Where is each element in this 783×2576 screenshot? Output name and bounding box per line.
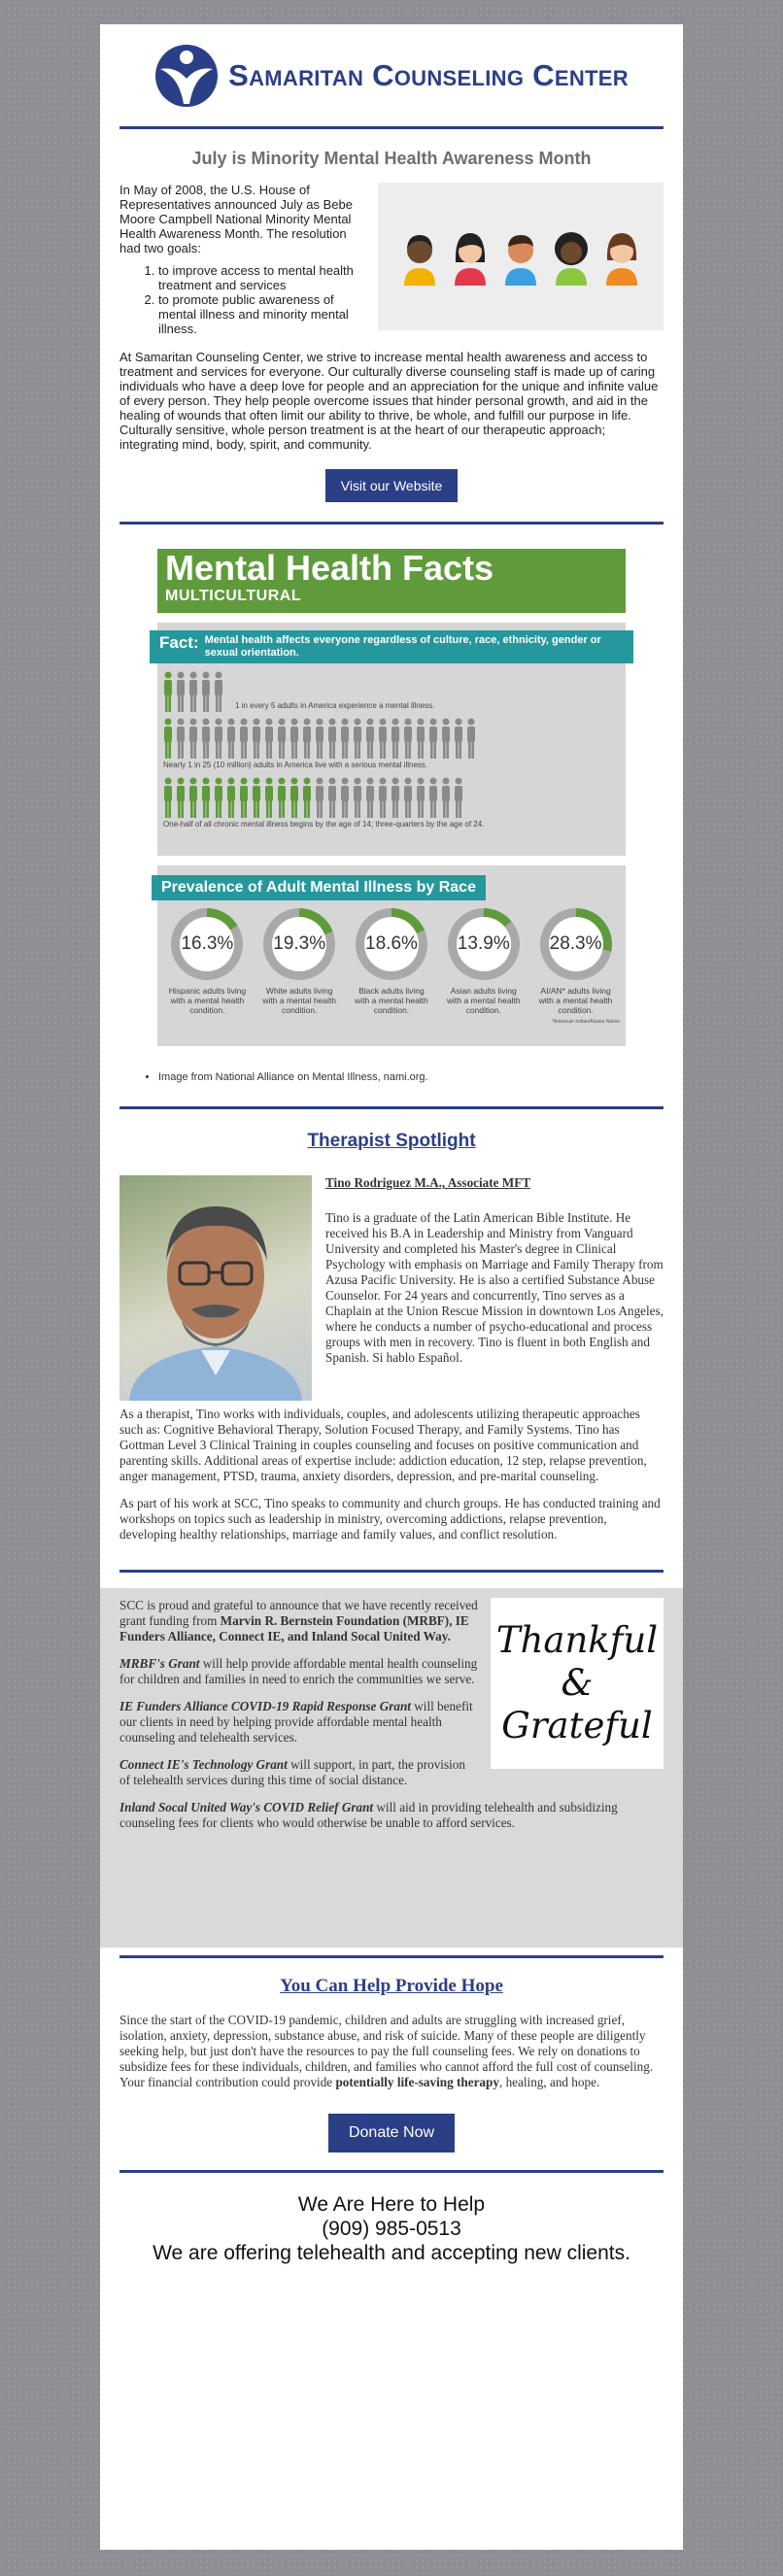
- person-icon: [201, 671, 211, 712]
- help-body: Since the start of the COVID-19 pandemic, children and adults are struggling with increased grief, isolation, anxiety, depression, substance abuse, and risk of suicide. Many of these people are diligently seeking help, but just don't have the resources to pay the full counseling fees. We rely on donations to subsidize fees for these individuals, children, and families who cannot afford the full cost of counseling. Your financial contribution could provide: [119, 2013, 654, 2089]
- person-icon: [176, 718, 186, 759]
- footer-tagline: We Are Here to Help: [297, 2193, 486, 2216]
- facts-section: [119, 549, 664, 1083]
- stat-1: 1 in every 5 adults in America experience a mental illness.: [235, 701, 435, 710]
- person-icon: [365, 777, 375, 818]
- people-row: [157, 671, 229, 712]
- prevalence-panel: [157, 865, 626, 1046]
- person-icon: [378, 777, 388, 818]
- facts-banner: [157, 549, 626, 613]
- visit-website-button[interactable]: Visit our Website: [325, 469, 458, 502]
- person-icon: [327, 777, 337, 818]
- facts-subtitle: MULTICULTURAL: [165, 588, 302, 604]
- thankful-grateful-graphic: [491, 1598, 664, 1769]
- grants-section: [100, 1588, 683, 1948]
- person-icon: [226, 777, 236, 818]
- footer-note: We are offering telehealth and accepting new clients.: [153, 2242, 630, 2264]
- prevalence-value: 13.9%: [457, 917, 511, 971]
- person-icon: [391, 777, 400, 818]
- grants-funders: Marvin R. Bernstein Foundation (MRBF), IE Funders Alliance, Connect IE, and Inland Socal United Way.: [119, 1613, 469, 1644]
- divider: [119, 2170, 664, 2173]
- help-title[interactable]: You Can Help Provide Hope: [280, 1976, 503, 1996]
- help-end: , healing, and hope.: [498, 2075, 600, 2089]
- thank-line-2: &: [561, 1662, 594, 1704]
- person-icon: [163, 671, 173, 712]
- person-icon: [239, 777, 249, 818]
- person-icon: [201, 718, 211, 759]
- person-icon: [403, 777, 413, 818]
- person-icon: [302, 718, 312, 759]
- person-icon: [163, 777, 173, 818]
- therapist-photo: [119, 1175, 312, 1401]
- divider: [119, 522, 664, 525]
- person-avatar-icon: [449, 227, 492, 286]
- person-icon: [214, 777, 223, 818]
- person-icon: [340, 777, 350, 818]
- divider: [119, 1570, 664, 1573]
- prevalence-value: 19.3%: [272, 917, 326, 971]
- person-icon: [353, 777, 362, 818]
- person-icon: [353, 718, 362, 759]
- bio-paragraph-2: As a therapist, Tino works with individuals, couples, and adolescents utilizing therapeutic approaches such as: Cognitive Behavioral Therapy, Solution Focused Therapy, and Family Systems. Tino has Gottman Level 3 Clinical Training in couples counseling and focuses on positive communication and parenting skills. Additional areas of expertise include: addiction education, 12 step, relapse prevention, anger management, PTSD, trauma, anxiety disorders, depression, and pre-marital counseling.: [119, 1407, 647, 1483]
- person-icon: [188, 777, 198, 818]
- prevalence-value: 16.3%: [180, 917, 234, 971]
- prevalence-circles: [157, 900, 626, 1019]
- person-icon: [226, 718, 236, 759]
- person-icon: [176, 671, 186, 712]
- person-icon: [428, 718, 438, 759]
- prevalence-label: Black adults living with a mental health condition.: [355, 986, 428, 1015]
- donate-now-button[interactable]: Donate Now: [328, 2114, 455, 2152]
- help-section: [119, 1976, 664, 2152]
- therapist-portrait-icon: [119, 1175, 312, 1401]
- person-icon: [201, 777, 211, 818]
- mental-health-facts-infographic: [157, 549, 626, 1046]
- person-avatar-icon: [499, 227, 542, 286]
- grant-title: Connect IE's Technology Grant: [119, 1757, 288, 1772]
- person-icon: [188, 671, 198, 712]
- goals-list: [119, 263, 366, 336]
- person-icon: [252, 777, 261, 818]
- spotlight-title[interactable]: Therapist Spotlight: [307, 1131, 476, 1151]
- person-icon: [454, 718, 463, 759]
- person-icon: [416, 777, 426, 818]
- awareness-section: [119, 149, 664, 502]
- person-icon: [391, 718, 400, 759]
- grant-text: will benefit our clients in need by helping provide affordable mental health counseling and telehealth services.: [119, 1699, 473, 1745]
- prevalence-ring: [356, 908, 427, 980]
- therapist-name: Tino Rodriguez M.A., Associate MFT: [325, 1175, 531, 1190]
- prevalence-label: Asian adults living with a mental health condition.: [446, 986, 521, 1015]
- divider: [119, 126, 664, 129]
- newsletter: [100, 24, 683, 2550]
- help-text: [119, 2013, 664, 2090]
- person-icon: [277, 777, 287, 818]
- person-icon: [340, 718, 350, 759]
- grant-title: MRBF's Grant: [119, 1656, 200, 1671]
- prevalence-ring: [171, 908, 243, 980]
- grant-item: [119, 1800, 664, 1831]
- person-avatar-icon: [398, 227, 441, 286]
- person-icon: [315, 777, 324, 818]
- person-icon: [239, 718, 249, 759]
- grant-text: will aid in providing telehealth and subsidizing counseling fees for clients who would otherwise be unable to afford services.: [119, 1800, 618, 1830]
- person-icon: [289, 777, 299, 818]
- prevalence-ring: [263, 908, 335, 980]
- person-icon: [163, 718, 173, 759]
- person-icon: [454, 777, 463, 818]
- prevalence-item: [537, 908, 615, 1015]
- person-icon: [365, 718, 375, 759]
- divider: [119, 1955, 664, 1958]
- people-row: [157, 718, 626, 759]
- grant-text: will help provide affordable mental health counseling for children and families in need to enrich the communities we serve.: [119, 1656, 478, 1686]
- person-icon: [214, 671, 223, 712]
- grant-title: Inland Socal United Way's COVID Relief Grant: [119, 1800, 374, 1814]
- bio-paragraph-3: As part of his work at SCC, Tino speaks to community and church groups. He has conducted training and workshops on topics such as leadership in ministry, overcoming addictions, relapse prevention, developing healthy relationships, marriage and family values, and conflict resolution.: [119, 1496, 661, 1542]
- fact-text: Mental health affects everyone regardless of culture, race, ethnicity, gender or sexual orientation.: [204, 634, 601, 659]
- person-icon: [315, 718, 324, 759]
- footnote: *American Indian/Alaska Native: [551, 1019, 620, 1025]
- person-icon: [176, 777, 186, 818]
- grant-text: will support, in part, the provision of telehealth services during this time of social distance.: [119, 1757, 465, 1787]
- logo-text: Samaritan Counseling Center: [228, 57, 629, 92]
- prevalence-item: [168, 908, 246, 1015]
- person-icon: [188, 718, 198, 759]
- stat-3: One-half of all chronic mental illness begins by the age of 14; three-quarters by the age of 24.: [163, 820, 485, 829]
- header-logo[interactable]: [100, 24, 683, 126]
- prevalence-label: White adults living with a mental health condition.: [262, 986, 336, 1015]
- person-icon: [277, 718, 287, 759]
- person-icon: [327, 718, 337, 759]
- image-credit: • Image from National Alliance on Mental Illness, nami.org.: [158, 1071, 664, 1083]
- thank-line-3: Grateful: [501, 1705, 653, 1746]
- person-icon: [441, 718, 451, 759]
- grants-intro-text: SCC is proud and grateful to announce that we have recently received grant funding from: [119, 1598, 478, 1628]
- person-icon: [441, 777, 451, 818]
- awareness-title: July is Minority Mental Health Awareness Month: [191, 149, 592, 168]
- grant-title: IE Funders Alliance COVID-19 Rapid Response Grant: [119, 1699, 411, 1713]
- footer-phone[interactable]: (909) 985-0513: [322, 2218, 461, 2240]
- prevalence-value: 18.6%: [364, 917, 419, 971]
- prevalence-item: [445, 908, 523, 1015]
- prevalence-ring: [448, 908, 520, 980]
- prevalence-label: Hispanic adults living with a mental health condition.: [168, 986, 247, 1015]
- person-icon: [302, 777, 312, 818]
- goal-item: 2. to promote public awareness of mental illness and minority mental illness.: [158, 292, 366, 336]
- person-icon: [403, 718, 413, 759]
- person-icon: [264, 718, 274, 759]
- awareness-intro: In May of 2008, the U.S. House of Representatives announced July as Bebe Moore Campbell National Minority Mental Health Awareness Month. The resolution had two goals:: [119, 183, 353, 255]
- therapist-bio: [119, 1175, 664, 1542]
- fact-label: Fact:: [159, 633, 199, 652]
- person-icon: [252, 718, 261, 759]
- prevalence-title: Prevalence of Adult Mental Illness by Race: [152, 875, 486, 900]
- prevalence-item: [260, 908, 338, 1015]
- prevalence-item: [353, 908, 430, 1015]
- facts-panel: [157, 623, 626, 856]
- footer: [100, 2192, 683, 2265]
- help-bold: potentially life-saving therapy: [335, 2075, 499, 2089]
- bio-paragraph-1: Tino is a graduate of the Latin American Bible Institute. He received his B.A in Leadership and Ministry from Vanguard University and completed his Master's degree in Clinical Psychology with emphasis on Marriage and Family Therapy from Azusa Pacific University. He is also a certified Substance Abuse Counselor. For 24 years and concurrently, Tino serves as a Chaplain at the Union Rescue Mission in downtown Los Angeles, where he conducts a number of psycho-educational and process groups with men in recovery. Tino is fluent in both English and Spanish. Si hablo Español.: [325, 1210, 664, 1365]
- fact-banner: [150, 630, 633, 663]
- samaritan-logo-icon: [154, 44, 219, 108]
- awareness-body: At Samaritan Counseling Center, we strive to increase mental health awareness and access to treatment and services for everyone. Our culturally diverse counseling staff is made up of caring individuals who have a deep love for people and an appreciation for the unique and infinite value of every person. They help people overcome issues that hinder personal growth, and aid in the healing of wounds that often limit our ability to thrive, be whole, and fulfill our purpose in life. Culturally sensitive, whole person treatment is at the heart of our therapeutic approach; integrating mind, body, spirit, and community.: [119, 350, 659, 452]
- prevalence-value: 28.3%: [549, 917, 603, 971]
- facts-title: Mental Health Facts: [165, 548, 494, 588]
- person-avatar-icon: [550, 227, 593, 286]
- goal-item: 1. to improve access to mental health treatment and services: [158, 263, 366, 292]
- divider: [119, 1106, 664, 1109]
- diverse-faces-illustration: [378, 183, 664, 330]
- prevalence-label: AI/AN* adults living with a mental health condition.: [538, 986, 613, 1015]
- person-icon: [378, 718, 388, 759]
- person-avatar-icon: [600, 227, 643, 286]
- person-icon: [416, 718, 426, 759]
- thank-line-1: Thankful: [495, 1619, 659, 1661]
- people-row: [157, 777, 626, 818]
- therapist-spotlight-section: [119, 1131, 664, 1542]
- person-icon: [264, 777, 274, 818]
- person-icon: [214, 718, 223, 759]
- person-icon: [428, 777, 438, 818]
- prevalence-ring: [540, 908, 612, 980]
- person-icon: [289, 718, 299, 759]
- person-icon: [466, 718, 476, 759]
- stat-2: Nearly 1 in 25 (10 million) adults in America live with a serious mental illness.: [163, 761, 428, 769]
